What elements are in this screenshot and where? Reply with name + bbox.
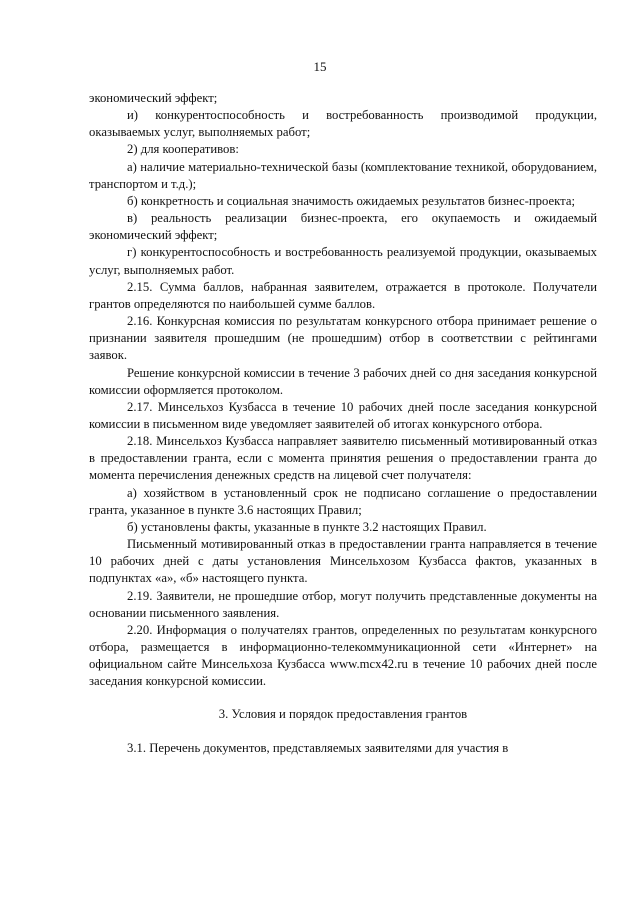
section-heading: 3. Условия и порядок предоставления грантов bbox=[218, 707, 468, 722]
paragraph: б) установлены факты, указанные в пункте 3.2 настоящих Правил. bbox=[127, 519, 487, 534]
paragraph: а) наличие материально-технической базы (комплектование техникой, оборудованием, транспортом и т.д.); bbox=[89, 159, 597, 191]
paragraph: 3.1. Перечень документов, представляемых заявителями для участия в bbox=[127, 740, 509, 755]
paragraph: Письменный мотивированный отказ в предоставлении гранта направляется в течение 10 рабочих дней с даты установления Минсельхозом Кузбасса фактов, указанных в подпунктах «а», «б» настоящего пункта. bbox=[89, 537, 597, 586]
paragraph: Решение конкурсной комиссии в течение 3 рабочих дней со дня заседания конкурсной комиссии оформляется протоколом. bbox=[89, 365, 597, 397]
paragraph: 2.17. Минсельхоз Кузбасса в течение 10 рабочих дней после заседания конкурсной комиссии в письменном виде уведомляет заявителей об итогах конкурсного отбора. bbox=[89, 399, 597, 431]
document-body bbox=[89, 90, 597, 757]
paragraph: и) конкурентоспособность и востребованность производимой продукции, оказываемых услуг, выполняемых работ; bbox=[89, 108, 597, 140]
paragraph: 2.15. Сумма баллов, набранная заявителем, отражается в протоколе. Получатели грантов определяются по наибольшей сумме баллов. bbox=[89, 279, 597, 311]
paragraph: а) хозяйством в установленный срок не подписано соглашение о предоставлении гранта, указанное в пункте 3.6 настоящих Правил; bbox=[89, 485, 597, 517]
paragraph: г) конкурентоспособность и востребованность реализуемой продукции, оказываемых услуг, выполняемых работ. bbox=[89, 245, 597, 277]
paragraph: б) конкретность и социальная значимость ожидаемых результатов бизнес-проекта; bbox=[127, 193, 576, 208]
paragraph: в) реальность реализации бизнес-проекта, его окупаемость и ожидаемый экономический эффект; bbox=[89, 211, 597, 243]
paragraph: 2) для кооперативов: bbox=[127, 142, 239, 157]
paragraph: 2.18. Минсельхоз Кузбасса направляет заявителю письменный мотивированный отказ в предоставлении гранта, если с момента принятия решения о предоставлении гранта до момента перечисления денежных средств на лицевой счет получателя: bbox=[89, 434, 597, 483]
page-number: 15 bbox=[313, 59, 327, 74]
paragraph: экономический эффект; bbox=[89, 91, 218, 105]
paragraph: 2.16. Конкурсная комиссия по результатам конкурсного отбора принимает решение о признании заявителя прошедшим (не прошедшим) отбор в соответствии с рейтингами заявок. bbox=[89, 314, 597, 363]
paragraph: 2.20. Информация о получателях грантов, определенных по результатам конкурсного отбора, размещается в информационно-телекоммуникационной сети «Интернет» на официальном сайте Минсельхоза Кузбасса www.mcx42.ru в течение 10 рабочих дней после заседания конкурсной комиссии. bbox=[89, 622, 597, 689]
paragraph: 2.19. Заявители, не прошедшие отбор, могут получить представленные документы на основании письменного заявления. bbox=[89, 588, 597, 620]
